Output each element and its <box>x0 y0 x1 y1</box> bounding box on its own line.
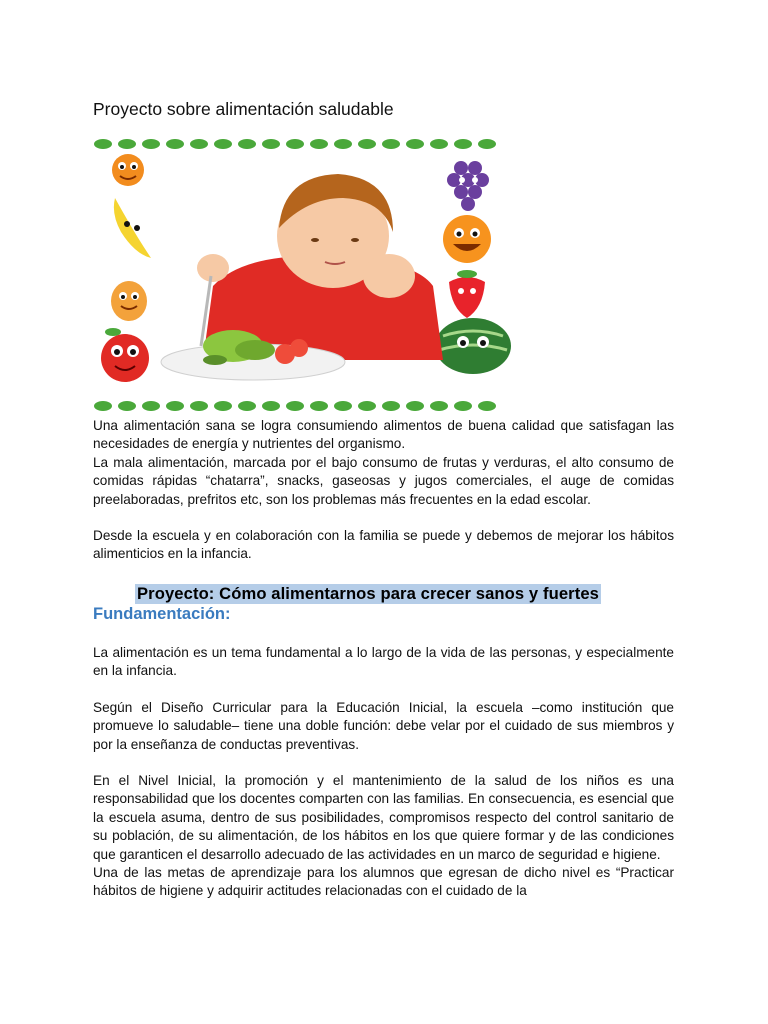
intro-paragraph-3: Desde la escuela y en colaboración con la familia se puede y debemos de mejorar los hábitos alimenticios en la infancia. <box>93 528 674 562</box>
fundamentacion-section <box>93 644 674 901</box>
watermelon-character-icon <box>435 318 511 374</box>
child-eating-illustration <box>93 136 515 414</box>
section-heading-fundamentacion: Fundamentación: <box>93 605 231 623</box>
body-paragraph-3: En el Nivel Inicial, la promoción y el mantenimiento de la salud de los niños es una responsabilidad que los docentes comparten con las familias. En consecuencia, es esencial que la escuela asuma, dentro de sus posibilidades, compromisos respecto del control sanitario de su población, de su alimentación, de los hábitos en los que quiere formar y de las condiciones que garanticen el desarrollo adecuado de las actividades en un marco de seguridad e higiene. <box>93 773 674 862</box>
body-paragraph-1: La alimentación es un tema fundamental a lo largo de la vida de las personas, y especialmente en la infancia. <box>93 645 674 679</box>
leaf-border-top <box>94 139 496 149</box>
pear-character-icon <box>111 281 147 321</box>
watermark-caption: Mi Sala Amarilla <box>305 380 424 396</box>
intro-paragraph-2: La mala alimentación, marcada por el bajo consumo de frutas y verduras, el alto consumo de comidas rápidas “chatarra”, snacks, gaseosas y jugos comerciales, el auge de comidas preelaboradas, prefritos etc, son los problemas más frecuentes en la edad escolar. <box>93 454 674 507</box>
body-paragraph-2: Según el Diseño Curricular para la Educación Inicial, la escuela –como institución que promueve lo saludable– tiene una doble función: debe velar por el cuidado de sus miembros y por la enseñanza de conductas preventivas. <box>93 699 674 752</box>
intro-section <box>93 417 674 564</box>
leaf-border-bottom <box>94 401 496 411</box>
body-paragraph-4: Una de las metas de aprendizaje para los alumnos que egresan de dicho nivel es “Practicar hábitos de higiene y adquirir actitudes relacionadas con el cuidado de la <box>93 865 674 899</box>
intro-paragraph-1: Una alimentación sana se logra consumiendo alimentos de buena calidad que satisfagan las necesidades de energía y nutrientes del organismo. <box>93 418 674 452</box>
orange-character-icon <box>112 154 144 186</box>
document-title: Proyecto sobre alimentación saludable <box>93 99 394 119</box>
orange-smile-character-icon <box>443 215 491 263</box>
project-title: Proyecto: Cómo alimentarnos para crecer sanos y fuertes <box>137 584 599 603</box>
